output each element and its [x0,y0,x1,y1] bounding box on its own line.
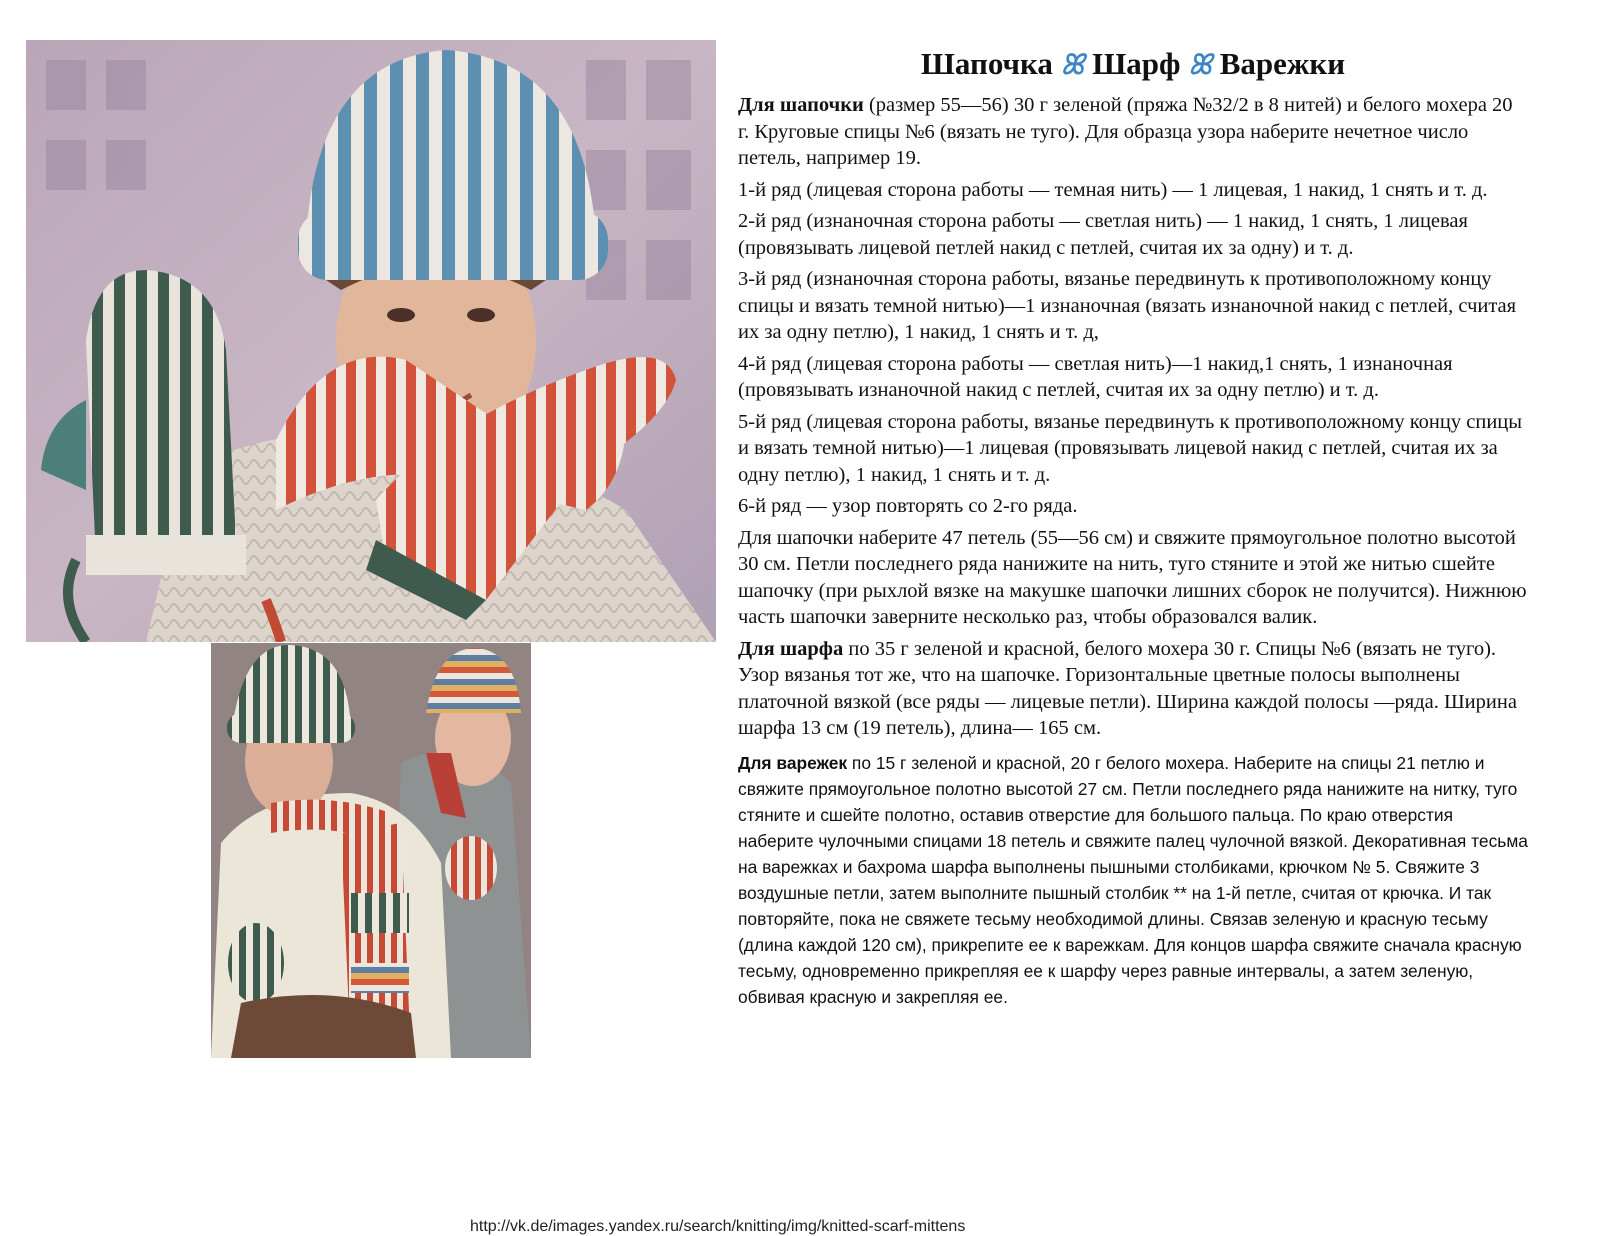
scarf-lead: Для шарфа [738,637,844,660]
row-3: 3-й ряд (изнаночная сторона работы, вязанье передвинуть к противоположному концу спицы и вязать темной нитью)—1 изнаночная (вязать изнаночной накид с петлей, считая их за одну петлю), 1 накид, 1 снять и т. д, [738,268,1517,343]
row-4: 4-й ряд (лицевая сторона работы — светлая нить)—1 накид,1 снять, 1 изнаночная (провязывать изнаночной накид с петлей, считая их за одну петлю) и т. д. [738,352,1453,401]
hat-intro-text: (размер 55—56) 30 г зеленой (пряжа №32/2 в 8 нитей) и белого мохера 20 г. Круговые спицы №6 (вязать не туго). Для образца узора наберите нечетное число петель, например 19. [738,94,1513,169]
main-photo [26,40,716,642]
title-hat: Шапочка [920,46,1053,81]
title-mittens: Варежки [1219,46,1346,81]
scarf-text: по 35 г зеленой и красной, белого мохера 30 г. Спицы №6 (вязать не туго). Узор вязанья тот же, что на шапочке. Горизонтальные цветные полосы выполнены платочной вязкой (все ряды — лицевые петли). Ширина каждой полосы —ряда. Ширина шарфа 13 см (19 петель), длина— 165 см. [738,637,1517,739]
hat-lead: Для шапочки [738,94,864,116]
hat-assembly: Для шапочки наберите 47 петель (55—56 см) и свяжите прямоугольное полотно высотой 30 см. Петли последнего ряда нанижите на нить, туго стяните и этой же нитью сшейте шапочку (при рыхлой вязке на макушке шапочки лишних сборок не получится). Нижнюю часть шапочки заверните несколько раз, чтобы образовался валик. [738,526,1527,628]
ornament-icon: ꕤ [1060,50,1085,81]
ornament-icon: ꕤ [1188,50,1212,81]
hat-intro [738,92,1528,172]
mittens-instructions [738,750,1528,1010]
row-1: 1-й ряд (лицевая сторона работы — темная нить) — 1 лицевая, 1 накид, 1 снять и т. д. [738,178,1488,201]
mittens-text: по 15 г зеленой и красной, 20 г белого мохера. Наберите на спицы 21 петлю и свяжите прямоугольное полотно высотой 27 см. Петли последнего ряда нанижите на нитку, туго стяните и сшейте полотно, оставив отверстие для большого пальца. По краю отверстия наберите чулочными спицами 18 петель и свяжите палец чулочной вязкой. Декоративная тесьма на варежках и бахрома шарфа выполнены пышными столбиками, крючком № 5. Свяжите 3 воздушные петли, затем выполните пышный столбик ** на 1-й петле, считая от крючка. И так повторяйте, пока не свяжете тесьму необходимой длины. Связав зеленую и красную тесьму (длина каждой 120 см), прикрепите ее к варежкам. Для концов шарфа свяжите сначала красную тесьму, одновременно прикрепляя ее к шарфу через равные интервалы, а затем зеленую, обвивая красную и закрепляя ее. [738,752,1528,1007]
title-scarf: Шарф [1092,46,1181,81]
main-photo-illustration [26,40,716,642]
page-title [738,44,1528,86]
secondary-photo-illustration [211,643,531,1058]
mittens-lead: Для варежек [738,752,848,773]
pattern-text [738,44,1528,1015]
row-5: 5-й ряд (лицевая сторона работы, вязанье передвинуть к противоположному концу спицы и вязать темной нитью)—1 лицевая (провязывать лицевой накид с петлей, считая их за одну петлю), 1 накид, 1 снять и т. д. [738,410,1523,486]
row-6: 6-й ряд — узор повторять со 2-го ряда. [738,495,1078,517]
scarf-instructions [738,636,1528,742]
footer-source-url: http://vk.de/images.yandex.ru/search/knitting/img/knitted-scarf-mittens [470,1218,966,1235]
secondary-photo [211,643,531,1058]
row-2: 2-й ряд (изнаночная сторона работы — светлая нить) — 1 накид, 1 снять, 1 лицевая (провязывать лицевой петлей накид с петлей, считая их за одну) и т. д. [738,210,1468,259]
